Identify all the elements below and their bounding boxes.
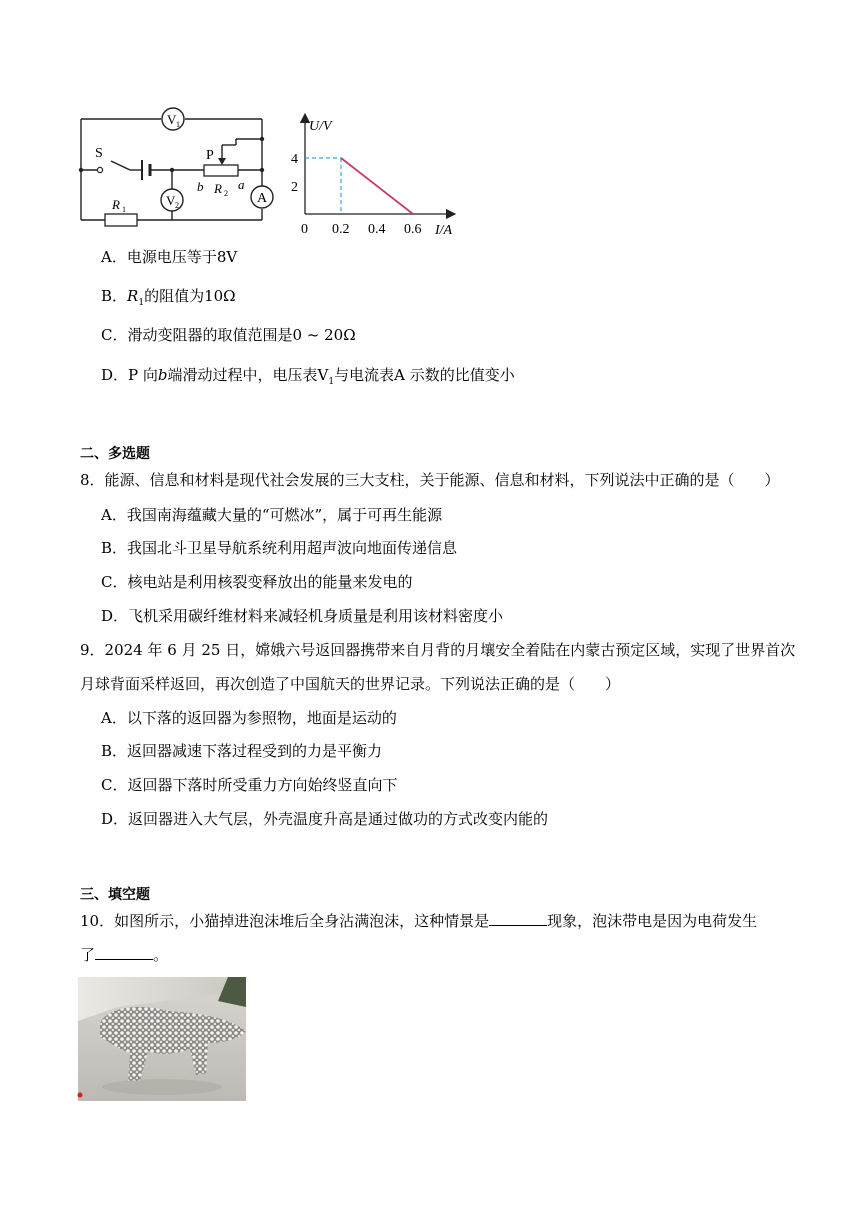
q8-option-c: C．核电站是利用核裂变释放出的能量来发电的 (101, 573, 413, 591)
q10-text-part4: 。 (153, 946, 169, 964)
r2-subscript: 2 (224, 189, 228, 198)
ammeter-label: A (257, 191, 268, 206)
r1-label: R (112, 197, 120, 212)
q9-option-c: C．返回器下落时所受重力方向始终竖直向下 (101, 776, 398, 794)
x-tick-label-0.4: 0.4 (368, 222, 386, 237)
q9-stem-line1: 9．2024 年 6 月 25 日，嫦娥六号返回器携带来自月背的月壤安全着陆在内蒙古预定区域，实现了世界首次 (80, 641, 796, 659)
r1-subscript: 1 (122, 205, 126, 214)
r2-label: R (214, 181, 222, 196)
y-tick-label-4: 4 (291, 152, 298, 167)
q9-option-b: B．返回器减速下落过程受到的力是平衡力 (101, 742, 383, 760)
q7-option-b-r-sub: 1 (138, 298, 145, 308)
y-axis-label: U/V (309, 119, 332, 134)
q10-line1 (80, 911, 757, 931)
v2-label: V (166, 193, 176, 208)
q10-blank-1[interactable] (489, 911, 547, 926)
q8-stem: 8．能源、信息和材料是现代社会发展的三大支柱，关于能源、信息和材料，下列说法中正确的是（ ） (80, 471, 780, 489)
v1-subscript: 1 (176, 120, 180, 129)
q7-option-b-r: R (127, 287, 139, 305)
q7-option-d (101, 365, 515, 392)
q10-text-part2: 现象，泡沫带电是因为电荷发生 (547, 912, 758, 930)
x-tick-label-0: 0 (301, 222, 308, 237)
switch-label: S (95, 146, 103, 161)
q7-option-d-prefix: D．P 向 (101, 366, 158, 384)
q9-stem-line2: 月球背面采样返回，再次创造了中国航天的世界记录。下列说法正确的是（ ） (80, 675, 621, 693)
q10-text-part1: 10．如图所示，小猫掉进泡沫堆后全身沾满泡沫，这种情景是 (80, 912, 490, 930)
v2-subscript: 2 (175, 201, 179, 210)
x-axis-label: I/A (435, 223, 453, 238)
v1-label: V (167, 112, 177, 127)
q7-option-a: A．电源电压等于8V (101, 248, 238, 266)
end-a-label: a (238, 177, 245, 192)
q7-option-b-suffix: 的阻值为10Ω (144, 287, 236, 305)
q8-option-b: B．我国北斗卫星导航系统利用超声波向地面传递信息 (101, 539, 458, 557)
x-tick-label-0.2: 0.2 (332, 222, 350, 237)
q7-option-d-v: V (317, 366, 329, 384)
circuit-diagram (76, 105, 276, 230)
q10-blank-2[interactable] (95, 945, 153, 960)
y-tick-label-2: 2 (291, 180, 298, 195)
foam-cat-photo (78, 977, 246, 1101)
q7-option-d-mid: 端滑动过程中，电压表 (167, 366, 318, 384)
slider-label: P (206, 148, 214, 163)
q8-option-d: D．飞机采用碳纤维材料来减轻机身质量是利用该材料密度小 (101, 607, 504, 625)
q7-option-b (101, 286, 236, 313)
q9-option-d: D．返回器进入大气层，外壳温度升高是通过做功的方式改变内能的 (101, 810, 549, 828)
section-multiple-choice-heading: 二、多选题 (80, 446, 150, 462)
q7-option-d-v-sub: 1 (328, 377, 335, 387)
q9-option-a: A．以下落的返回器为参照物，地面是运动的 (101, 709, 397, 727)
q10-line2 (80, 945, 168, 965)
x-tick-label-0.6: 0.6 (404, 222, 422, 237)
q7-option-c: C．滑动变阻器的取值范围是0 ~ 20Ω (101, 326, 356, 344)
q7-option-d-b: b (157, 366, 168, 384)
section-fill-in-heading: 三、填空题 (80, 887, 150, 903)
end-b-label: b (197, 179, 204, 194)
u-i-chart (291, 110, 465, 240)
q8-option-a: A．我国南海蕴藏大量的“可燃冰”，属于可再生能源 (101, 506, 443, 524)
q7-option-d-suffix: 与电流表A 示数的比值变小 (334, 366, 515, 384)
q7-option-b-prefix: B． (101, 287, 128, 305)
series-line (341, 158, 413, 214)
q10-text-part3: 了 (80, 946, 96, 964)
